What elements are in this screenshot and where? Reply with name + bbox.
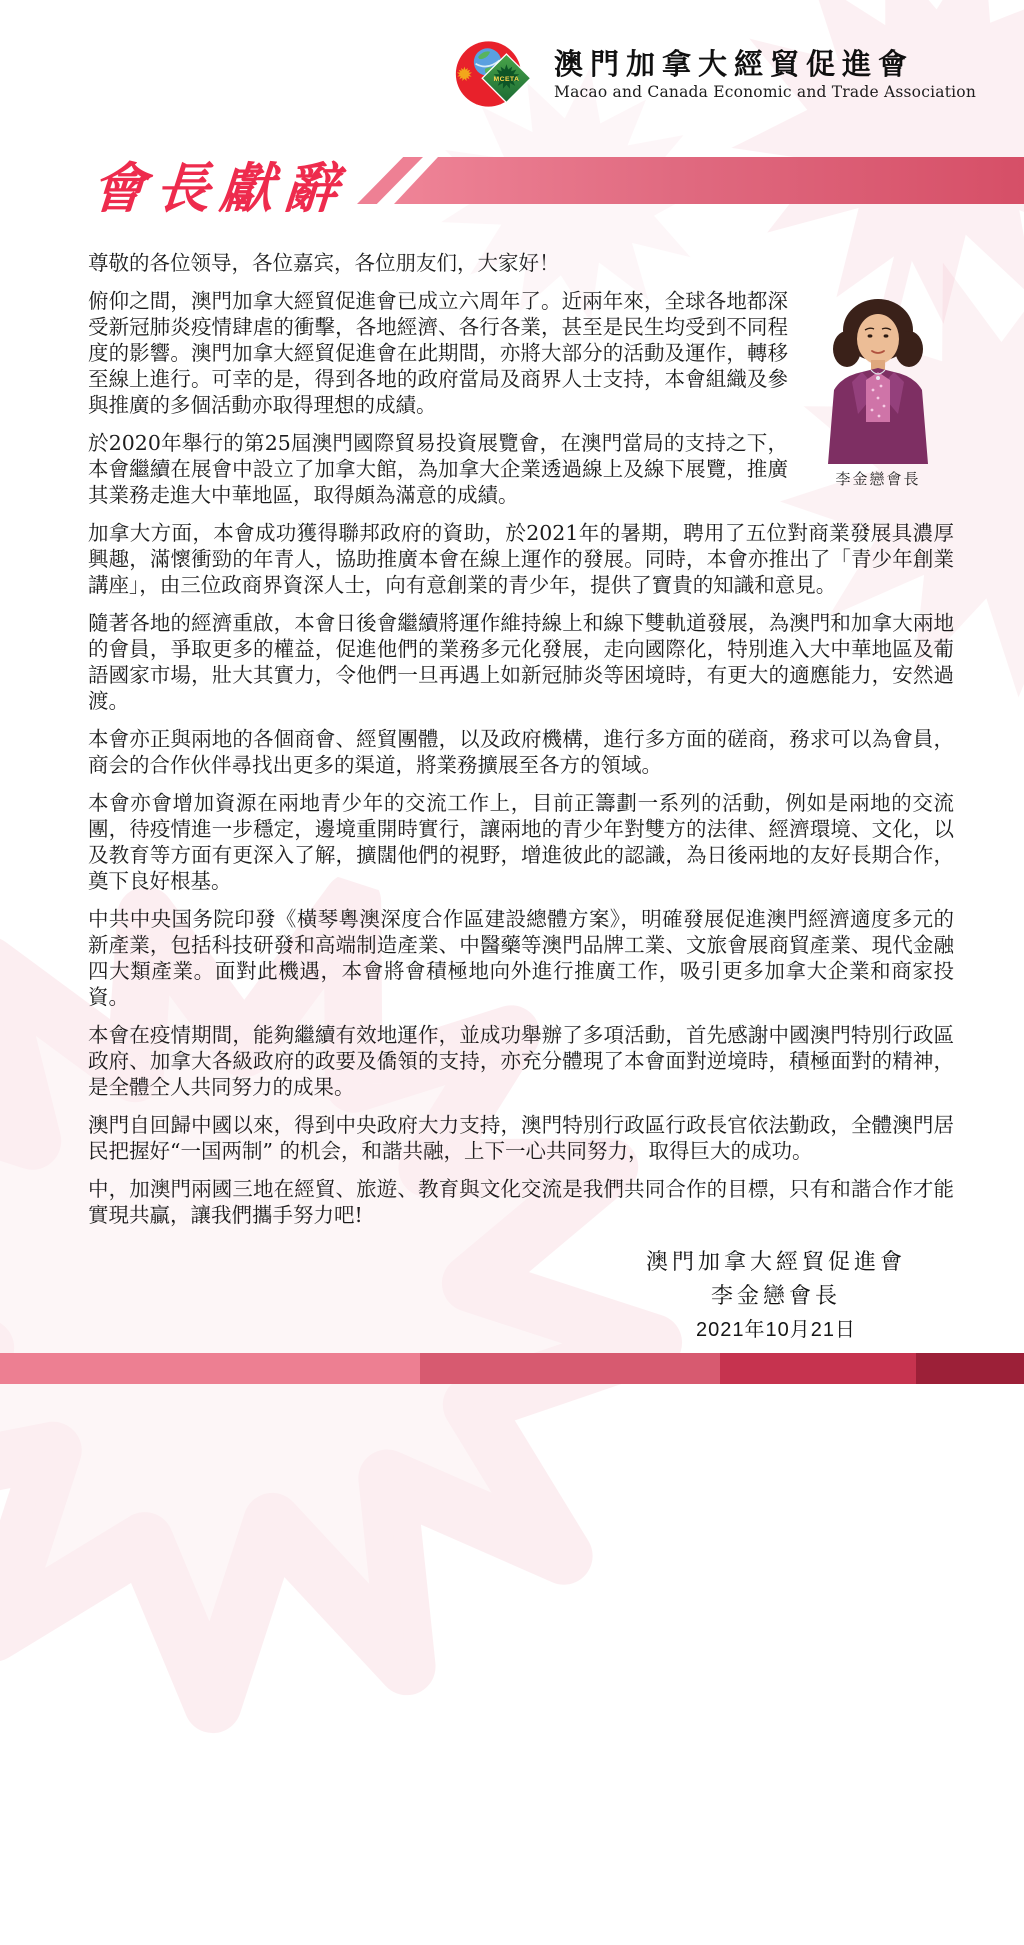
greeting-paragraph: 尊敬的各位领导，各位嘉宾，各位朋友们，大家好！ xyxy=(88,251,560,275)
footer-bar xyxy=(0,1353,1024,1384)
footer-segment-3 xyxy=(720,1353,916,1384)
signature-name: 李金戀會長 xyxy=(710,1284,841,1309)
paragraph: 本會亦會增加資源在兩地青少年的交流工作上，目前正籌劃一系列的活動，例如是兩地的交流團，待疫情進一步穩定，邊境重開時實行，讓兩地的青少年對雙方的法律、經濟環境、文化，以及教育等方面有更深入了解，擴闊他們的視野，增進彼此的認識，為日後兩地的友好長期合作，奠下良好根基。 xyxy=(88,791,954,893)
paragraph: 於2020年舉行的第25屆澳門國際貿易投資展覽會，在澳門當局的支持之下，本會繼續在展會中設立了加拿大館，為加拿大企業透過線上及線下展覽，推廣其業務走進大中華地區，取得頗為滿意的成績。 xyxy=(88,431,788,507)
paragraph: 本會亦正與兩地的各個商會、經貿團體，以及政府機構，進行多方面的磋商，務求可以為會員，商会的合作伙伴尋找出更多的渠道，將業務擴展至各方的領域。 xyxy=(88,727,954,777)
paragraph: 澳門自回歸中國以來，得到中央政府大力支持，澳門特別行政區行政長官依法勤政，全體澳門居民把握好“一国两制” 的机会，和諧共融，上下一心共同努力，取得巨大的成功。 xyxy=(88,1113,954,1163)
org-name-en: Macao and Canada Economic and Trade Association xyxy=(554,82,976,101)
paragraph: 加拿大方面，本會成功獲得聯邦政府的資助，於2021年的暑期，聘用了五位對商業發展具濃厚興趣，滿懷衝勁的年青人，協助推廣本會在線上運作的發展。同時，本會亦推出了「青少年創業講座」，由三位政商界資深人士，向有意創業的青少年，提供了寶貴的知識和意見。 xyxy=(88,521,954,597)
signature-block xyxy=(606,1246,946,1346)
page-title: 會長獻辭 xyxy=(89,156,350,220)
banner xyxy=(394,157,1024,204)
logo-text: MCETA xyxy=(493,75,520,83)
paragraph: 中共中央国务院印發《橫琴粵澳深度合作區建設總體方案》，明確發展促進澳門經濟適度多元的新產業，包括科技研發和高端制造產業、中醫藥等澳門品牌工業、文旅會展商貿產業、現代金融四大類產業。面對此機遇，本會將會積極地向外進行推廣工作，吸引更多加拿大企業和商家投資。 xyxy=(88,907,954,1009)
org-name-zh: 澳門加拿大經貿促進會 xyxy=(554,46,915,81)
paragraph: 俯仰之間，澳門加拿大經貿促進會已成立六周年了。近兩年來，全球各地都深受新冠肺炎疫情肆虐的衝擊，各地經濟、各行各業，甚至是民生均受到不同程度的影響。澳門加拿大經貿促進會在此期間，亦將大部分的活動及運作，轉移至線上進行。可幸的是，得到各地的政府當局及商界人士支持，本會組織及參與推廣的多個活動亦取得理想的成績。 xyxy=(88,289,788,417)
footer-segment-2 xyxy=(420,1353,720,1384)
photo-caption: 李金戀會長 xyxy=(835,470,921,488)
signature-org: 澳門加拿大經貿促進會 xyxy=(645,1250,906,1275)
footer-segment-4 xyxy=(916,1353,1024,1384)
header xyxy=(454,38,976,110)
chairman-portrait xyxy=(818,294,938,464)
chairman-photo-block xyxy=(802,294,954,488)
signature-date: 2021年10月21日 xyxy=(696,1319,856,1341)
paragraph: 中，加澳門兩國三地在經貿、旅遊、教育與文化交流是我們共同合作的目標，只有和諧合作才能實現共贏，讓我們攜手努力吧! xyxy=(88,1177,954,1227)
paragraph: 本會在疫情期間，能夠繼續有效地運作，並成功舉辦了多項活動，首先感謝中國澳門特別行政區政府、加拿大各級政府的政要及僑領的支持，亦充分體現了本會面對逆境時，積極面對的精神，是全體仝人共同努力的成果。 xyxy=(88,1023,954,1099)
org-names xyxy=(554,47,976,102)
mceta-logo-icon xyxy=(454,38,540,110)
body-text xyxy=(88,250,954,1240)
footer-segment-1 xyxy=(0,1353,420,1384)
paragraph: 隨著各地的經濟重啟，本會日後會繼續將運作維持線上和線下雙軌道發展，為澳門和加拿大兩地的會員，爭取更多的權益，促進他們的業務多元化發展，走向國際化，特別進入大中華地區及葡語國家市場，壯大其實力，令他們一旦再遇上如新冠肺炎等困境時，有更大的適應能力，安然過渡。 xyxy=(88,611,954,713)
